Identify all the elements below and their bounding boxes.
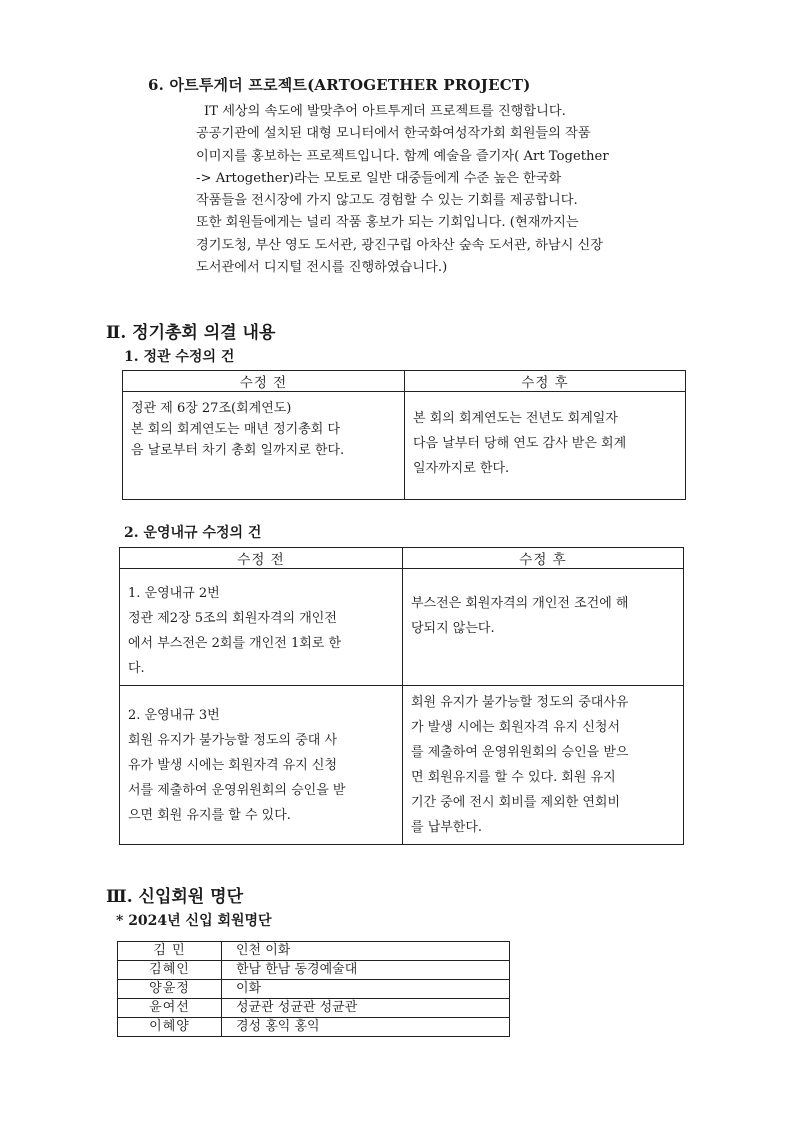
member-affiliation: 경성 홍익 홍익 <box>222 1018 510 1037</box>
cell-line: 음 날로부터 차기 총회 일까지로 한다. <box>131 443 345 458</box>
row2-after-cell <box>403 686 684 845</box>
cell-line: 1. 운영내규 2번 <box>128 586 220 601</box>
paragraph-line: 이미지를 홍보하는 프로젝트입니다. 함께 예술을 즐기자( Art Together <box>196 148 609 164</box>
cell-line: 2. 운영내규 3번 <box>128 707 220 723</box>
member-row <box>118 942 510 961</box>
col-header-before: 수정 전 <box>123 371 405 392</box>
member-row <box>118 980 510 999</box>
cell-line: 부스전은 회원자격의 개인전 조건에 해 <box>411 596 629 611</box>
paragraph-line: IT 세상의 속도에 발맞추어 아트투게더 프로젝트를 진행합니다. <box>204 104 566 119</box>
member-affiliation: 한남 한남 동경예술대 <box>222 961 510 980</box>
member-row <box>118 1018 510 1037</box>
cell-line: 가 발생 시에는 회원자격 유지 신청서 <box>411 720 621 735</box>
member-name: 김 민 <box>118 942 222 961</box>
item2-heading: 2. 운영내규 수정의 건 <box>124 525 262 541</box>
rules-amendment-table <box>119 547 684 845</box>
member-name: 이혜양 <box>118 1018 222 1037</box>
after-cell <box>405 392 686 500</box>
member-affiliation: 인천 이화 <box>222 942 510 961</box>
section3-heading: Ⅲ. 신입회원 명단 <box>106 887 243 907</box>
cell-line: 회원 유지가 불가능할 정도의 중대 사 <box>128 732 338 748</box>
cell-line: 다. <box>128 661 145 676</box>
cell-line: 일자까지로 한다. <box>413 461 510 476</box>
cell-line: 본 회의 회계연도는 전년도 회계일자 <box>413 411 618 426</box>
paragraph-line: 공공기관에 설치된 대형 모니터에서 한국화여성작가회 회원들의 작품 <box>196 126 591 142</box>
row2-before-cell <box>120 686 403 845</box>
cell-line: 에서 부스전은 2회를 개인전 1회로 한 <box>128 636 342 651</box>
row1-before-cell <box>120 569 403 686</box>
cell-line: 면 회원유지를 할 수 있다. 회원 유지 <box>411 770 616 785</box>
cell-line: 당되지 않는다. <box>411 621 495 636</box>
member-affiliation: 이화 <box>222 980 510 999</box>
paragraph-line: 경기도청, 부산 영도 도서관, 광진구립 아차산 숲속 도서관, 하남시 신장 <box>196 237 603 253</box>
section3-subheading: * 2024년 신입 회원명단 <box>116 913 272 929</box>
new-members-table <box>117 941 510 1037</box>
cell-line: 본 회의 회계연도는 매년 정기총회 다 <box>131 422 341 437</box>
cell-line: 서를 제출하여 운영위원회의 승인을 받 <box>128 782 346 798</box>
section2-heading: Ⅱ. 정기총회 의결 내용 <box>106 323 276 343</box>
cell-line: 를 납부한다. <box>411 820 483 835</box>
paragraph-line: 또한 회원들에게는 널리 작품 홍보가 되는 기회입니다. (현재까지는 <box>196 215 579 231</box>
cell-line: 유가 발생 시에는 회원자격 유지 신청 <box>128 757 338 773</box>
row1-after-cell <box>403 569 684 686</box>
section6-title: 6. 아트투게더 프로젝트(ARTOGETHER PROJECT) <box>148 76 531 94</box>
col-header-after: 수정 후 <box>405 371 686 392</box>
cell-line: 다음 날부터 당해 연도 감사 받은 회계 <box>413 436 627 451</box>
paragraph-line: -> Artogether)라는 모토로 일반 대중들에게 수준 높은 한국화 <box>196 170 562 186</box>
cell-line: 기간 중에 전시 회비를 제외한 연회비 <box>411 795 621 810</box>
section6-paragraph <box>196 101 696 279</box>
paragraph-line: 도서관에서 디지털 전시를 진행하였습니다.) <box>196 260 448 276</box>
before-cell <box>123 392 405 500</box>
col-header-after: 수정 후 <box>403 548 684 569</box>
cell-line: 정관 제2장 5조의 회원자격의 개인전 <box>128 611 337 626</box>
paragraph-line: 작품들을 전시장에 가지 않고도 경험할 수 있는 기회를 제공합니다. <box>196 193 578 209</box>
col-header-before: 수정 전 <box>120 548 403 569</box>
member-name: 윤여선 <box>118 999 222 1018</box>
item1-heading: 1. 정관 수정의 건 <box>124 349 235 365</box>
cell-line: 를 제출하여 운영위원회의 승인을 받으 <box>411 745 629 760</box>
member-affiliation: 성균관 성균관 성균관 <box>222 999 510 1018</box>
member-row <box>118 999 510 1018</box>
bylaw-amendment-table <box>122 370 686 500</box>
member-row <box>118 961 510 980</box>
member-name: 김혜인 <box>118 961 222 980</box>
cell-line: 으면 회원 유지를 할 수 있다. <box>128 807 291 823</box>
member-name: 양윤정 <box>118 980 222 999</box>
cell-line: 정관 제 6장 27조(회계연도) <box>131 401 292 416</box>
cell-line: 회원 유지가 불가능할 정도의 중대사유 <box>411 695 629 710</box>
